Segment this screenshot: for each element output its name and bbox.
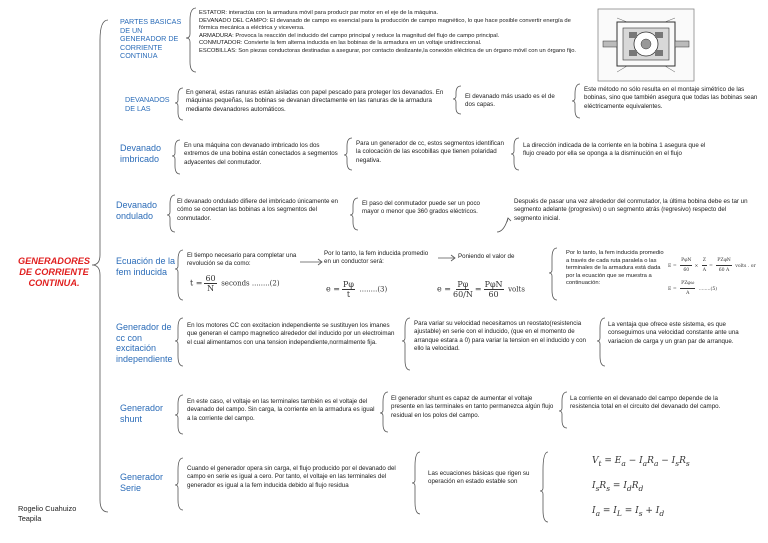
equation-4: e = $\frac{P\varphi}{60/N}$ = $\frac{\text{PφN}}{60}$ volts	[437, 280, 525, 299]
equation-5-a: volts . or	[735, 264, 756, 269]
devanados-label: DEVANADOS DE LAS	[125, 95, 170, 113]
serie-eq-1: $V_t = E_a - I_aR_a - I_sR_s$	[592, 456, 690, 468]
imbricado-text-2: Para un generador de cc, estos segmentos identifican la colocación de las escobillas que tienen polaridad negativa.	[356, 140, 504, 164]
serie-text-2: Las ecuaciones básicas que rigen su operación en estado estable son	[428, 470, 530, 486]
ecuacion-label: Ecuación de la fem inducida	[116, 256, 176, 277]
main-title: GENERADORES DE CORRIENTE CONTINUA.	[18, 256, 90, 288]
excitacion-text-1: En los motores CC con excitacion independiente se sustituyen los imanes que generan el campo magnetico alrededor del inducido por un electroiman el cual alimentamos con una tension independiente,normalmente fija.	[187, 322, 395, 346]
serie-eq-3: $I_a = I_L = I_s + I_d$	[592, 505, 665, 518]
partes-list	[199, 10, 589, 56]
partes-escobillas: ESCOBILLAS: Son piezas conductoras destinadas a asegurar, por contacto deslizante,la conexión eléctrica de un órgano móvil con un órgano fijo.	[199, 47, 577, 54]
serie-equations	[592, 456, 690, 518]
partes-armadura: ARMADURA: Provoca la reacción del inducido del campo principal y reduce la magnitud del flujo de campo principal.	[199, 32, 500, 39]
partes-devanado-campo: DEVANADO DEL CAMPO: El devanado de campo es esencial para la producción de campo magnético, lo que hace posible convertir energía de fórmica mecánica a eléctrica y viceversa.	[199, 17, 571, 32]
ecuacion-text-4: Por lo tanto, la fem inducida promedio a través de cada ruta paralela o las terminales de la armadura está dada por la ecuación que se muestra a continuación:	[566, 250, 664, 287]
imbricado-text-1: En una máquina con devanado imbricado los dos extremos de una bobina están conectados a segmentos adyacentes del conmutador.	[184, 142, 338, 166]
serie-text-1: Cuando el generador opera sin carga, el flujo producido por el devanado del campo en serie es igual a cero. Por tanto, el voltaje en las terminales del generador es igual a la fem inducida debido al flujo residua	[187, 465, 396, 489]
devanados-text-2: El devanado más usado es el de dos capas.	[465, 93, 555, 109]
serie-eq-2: $I_sR_s = I_dR_d$	[592, 480, 644, 493]
ecuacion-text-3: Poniendo el valor de	[458, 253, 515, 260]
excitacion-label: Generador de cc con excitación independiente	[116, 322, 173, 364]
imbricado-label: Devanado imbricado	[120, 143, 162, 164]
devanados-text-1: En general, estas ranuras están aisladas con papel pescado para proteger los devanados. En máquinas pequeñas, las bobinas se devanan directamente en las ranuras de la armadura mediante devanadores automáticos.	[186, 89, 444, 113]
excitacion-text-2: Para variar su velocidad necesitamos un reostato(resistencia ajustable) en serie con el inducido, (que en el momento de arranque estara a 0) para variar la tension en el inducido y con ello la velocidad.	[414, 320, 586, 353]
dc-machine-diagram-image	[597, 8, 695, 82]
partes-label: PARTES BASICAS DE UN GENERADOR DE CORRIENTE CONTINUA	[120, 17, 182, 61]
ecuacion-text-1: El tiempo necesario para completar una revolución se da como:	[187, 252, 297, 268]
ecuacion-text-2: Por lo tanto, la fem inducida promedio en un conductor será:	[324, 250, 429, 266]
ondulado-label: Devanado ondulado	[116, 200, 158, 221]
ondulado-text-1: El devanado ondulado difiere del imbricado únicamente en cómo se conectan las bobinas a los segmentos del conmutador.	[177, 198, 338, 222]
equation-3: e = $\frac{P\varphi}{t}$ ........(3)	[326, 280, 388, 299]
imbricado-text-3: La dirección indicada de la corriente en la bobina 1 asegura que el flujo creado por ella se oponga a la disminución en el flujo	[523, 142, 706, 158]
shunt-text-1: En este caso, el voltaje en las terminales también es el voltaje del devanado del campo. Sin carga, la corriente en la armadura es igual a la corriente del campo.	[187, 398, 375, 422]
serie-label: Generador Serie	[120, 472, 164, 493]
equation-2: t = $\frac{60}{N}$ seconds ........(2)	[190, 274, 280, 293]
shunt-text-3: La corriente en el devanado del campo depende de la resistencia total en el circuito del devanado del campo.	[570, 395, 721, 411]
devanados-text-3: Este método no sólo resulta en el montaje simétrico de las bobinas, sino que también asegura que todas las bobinas sean eléctricamente equivalentes.	[584, 86, 758, 110]
ondulado-text-2: El paso del conmutador puede ser un poco mayor o menor que 360 grados eléctricos.	[362, 200, 480, 216]
partes-conmutador: CONMUTADOR: Convierte la fem alterna inducida en las bobinas de la armadura en un voltaje unidireccional.	[199, 40, 482, 47]
equation-5-b: ........(5)	[698, 287, 718, 292]
ondulado-text-3: Después de pasar una vez alrededor del conmutador, la última bobina debe es tar un segmento adelante (progresivo) o un segmento atrás (regresivo) respecto del segmento inicial.	[514, 198, 748, 222]
shunt-label: Generador shunt	[120, 403, 164, 424]
author-name: Rogelio Cuahuizo Teapila	[18, 504, 77, 523]
shunt-text-2: El generador shunt es capaz de aumentar el voltaje presente en las terminales en tanto permanezca algún flujo residual en los polos del campo.	[391, 395, 554, 419]
partes-estator: ESTATOR: interactúa con la armadura móvil para producir par motor en el eje de la máquina.	[199, 10, 439, 16]
equation-3-label: ........(3)	[359, 285, 388, 294]
equation-4-unit: volts	[508, 285, 525, 294]
excitacion-text-3: La ventaja que ofrece este sistema, es que conseguimos una velocidad constante ante una variacion de carga y un gran par de arranque.	[608, 321, 739, 345]
equation-2-label: seconds ........(2)	[221, 279, 280, 288]
equation-5: E = $\frac{\text{PφN}}{60}$ × $\frac{Z}{A}$ = $\frac{\text{PZφN}}{60 A}$ volts . or E = $\frac{\text{PZφω}}{A}$ ........(5)	[668, 258, 756, 296]
